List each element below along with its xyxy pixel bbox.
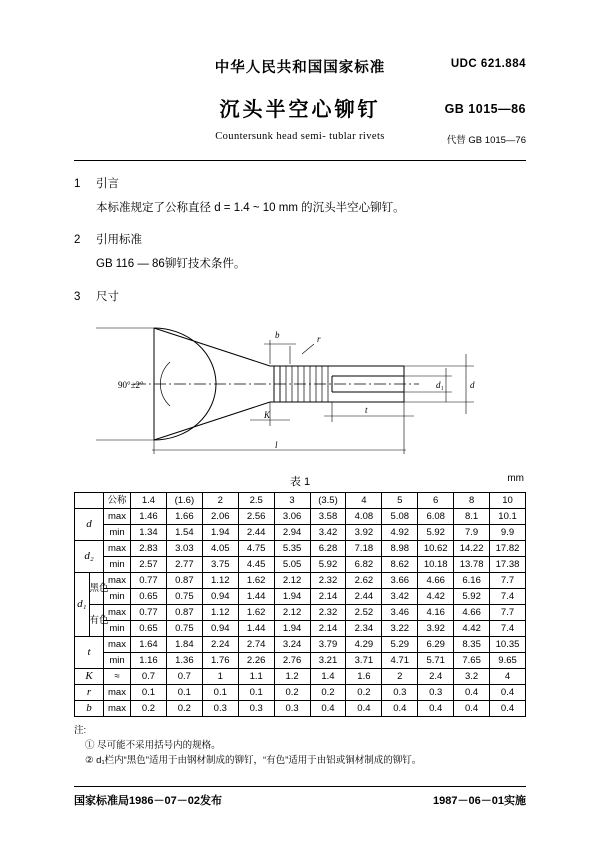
value-cell: 3.58 [310,508,346,524]
value-cell: 7.18 [346,540,382,556]
value-cell: 0.4 [382,700,418,716]
value-cell: 2.12 [274,604,310,620]
value-cell: 3.21 [310,652,346,668]
value-cell: 4 [490,668,526,684]
standard-title-en: Countersunk head semi- tublar rivets [215,131,385,142]
value-cell: 1.62 [238,604,274,620]
value-cell: 3.03 [166,540,202,556]
table-row [75,572,526,588]
value-cell: 2.62 [346,572,382,588]
clause-2-number: 2 [74,234,81,247]
value-cell: 0.2 [346,684,382,700]
value-cell: 2.34 [346,620,382,636]
symbol-cell-r: r [75,684,104,700]
value-cell: 8.62 [382,556,418,572]
column-header-8: 6 [418,492,454,508]
value-cell: 1.84 [166,636,202,652]
table-row [75,604,526,620]
value-cell: 2.14 [310,620,346,636]
column-header-0: 1.4 [131,492,167,508]
gb-number: GB 1015—86 [444,102,526,116]
value-cell: 3.66 [382,572,418,588]
symbol-cell-d₁: d₁ [75,572,90,636]
stat-cell: max [104,700,131,716]
value-cell: 4.05 [202,540,238,556]
value-cell: 5.08 [382,508,418,524]
symbol-cell-K: K [75,668,104,684]
value-cell: 0.65 [131,620,167,636]
clause-3-number: 3 [74,290,81,303]
value-cell: 10.18 [418,556,454,572]
table-row [75,556,526,572]
value-cell: 4.42 [454,620,490,636]
value-cell: 5.35 [274,540,310,556]
clause-2-body: GB 116 — 86铆钉技术条件。 [96,258,246,271]
value-cell: 1.54 [166,524,202,540]
replaces-note: 代替 GB 1015—76 [446,135,526,146]
rivet-drawing [74,310,526,465]
value-cell: 6.82 [346,556,382,572]
value-cell: 7.7 [490,572,526,588]
value-cell: 5.92 [454,588,490,604]
value-cell: 5.92 [418,524,454,540]
value-cell: 0.94 [202,588,238,604]
table-row [75,684,526,700]
value-cell: 4.92 [382,524,418,540]
value-cell: 0.4 [454,700,490,716]
value-cell: 3.79 [310,636,346,652]
value-cell: 2.94 [274,524,310,540]
value-cell: 0.3 [202,700,238,716]
value-cell: 0.77 [131,572,167,588]
value-cell: 0.87 [166,604,202,620]
value-cell: 5.71 [418,652,454,668]
value-cell: 0.3 [274,700,310,716]
clause-3-heading [74,288,526,304]
document-header [74,56,526,146]
value-cell: 0.1 [166,684,202,700]
value-cell: 2.32 [310,604,346,620]
value-cell: 3.46 [382,604,418,620]
value-cell: 7.9 [454,524,490,540]
value-cell: 7.65 [454,652,490,668]
header-divider [74,160,526,161]
value-cell: 2.57 [131,556,167,572]
value-cell: 0.4 [346,700,382,716]
column-header-10: 10 [490,492,526,508]
value-cell: 10.1 [490,508,526,524]
value-cell: 2.52 [346,604,382,620]
udc-code: UDC 621.884 [450,58,526,70]
value-cell: 2.76 [274,652,310,668]
table-corner-cell [75,492,104,508]
value-cell: 0.87 [166,572,202,588]
value-cell: 4.16 [418,604,454,620]
value-cell: 0.4 [490,700,526,716]
value-cell: 9.9 [490,524,526,540]
stat-cell: max [104,684,131,700]
column-header-2: 2 [202,492,238,508]
table-unit: mm [507,472,524,484]
stat-cell: max [104,604,131,620]
value-cell: 1.64 [131,636,167,652]
figure-label-K: K [264,409,271,420]
rivet-drawing-svg [74,310,526,465]
value-cell: 4.42 [418,588,454,604]
table-row [75,636,526,652]
column-header-6: 4 [346,492,382,508]
value-cell: 0.7 [166,668,202,684]
note-2: ② d₁栏内“黑色”适用于由钢材制成的铆钉，“有色”适用于由铝或铜材制成的铆钉。 [85,754,422,766]
figure-label-d: d [470,379,475,390]
value-cell: 6.29 [418,636,454,652]
value-cell: 2.44 [238,524,274,540]
value-cell: 4.75 [238,540,274,556]
table-row [75,588,526,604]
value-cell: 2.74 [238,636,274,652]
footer-effective: 1987－06－01实施 [433,795,526,808]
column-header-9: 8 [454,492,490,508]
value-cell: 0.2 [166,700,202,716]
value-cell: 1.66 [166,508,202,524]
value-cell: 1.16 [131,652,167,668]
national-standard-title: 中华人民共和国国家标准 [214,60,386,76]
table-row [75,508,526,524]
figure-label-d1: d₁ [436,379,444,390]
value-cell: 1.94 [274,588,310,604]
value-cell: 5.92 [310,556,346,572]
subgroup-cell: 有色 [89,604,104,636]
value-cell: 0.3 [238,700,274,716]
value-cell: 1.44 [238,620,274,636]
clause-2-title: 引用标准 [96,234,142,247]
column-header-4: 3 [274,492,310,508]
clause-1-body: 本标准规定了公称直径 d = 1.4 ~ 10 mm 的沉头半空心铆钉。 [96,202,405,214]
clause-1-heading [74,175,526,191]
value-cell: 0.3 [418,684,454,700]
stat-cell: min [104,524,131,540]
value-cell: 13.78 [454,556,490,572]
value-cell: 0.75 [166,588,202,604]
value-cell: 3.92 [346,524,382,540]
value-cell: 7.4 [490,588,526,604]
value-cell: 0.7 [131,668,167,684]
table-caption-row [74,473,526,489]
value-cell: 5.29 [382,636,418,652]
figure-label-r: r [317,333,321,344]
value-cell: 3.42 [310,524,346,540]
value-cell: 3.42 [382,588,418,604]
value-cell: 2.32 [310,572,346,588]
document-footer [74,792,526,808]
value-cell: 5.05 [274,556,310,572]
value-cell: 0.4 [454,684,490,700]
table-row [75,620,526,636]
footer-issuer: 国家标准局1986－07－02发布 [74,795,222,808]
figure-label-b: b [275,329,280,340]
stat-cell: min [104,620,131,636]
table-notes [74,723,526,769]
value-cell: 17.38 [490,556,526,572]
clause-3-title: 尺寸 [96,290,119,303]
stat-cell: ≈ [104,668,131,684]
value-cell: 0.94 [202,620,238,636]
value-cell: 0.2 [310,684,346,700]
value-cell: 2 [382,668,418,684]
value-cell: 3.71 [346,652,382,668]
value-cell: 10.62 [418,540,454,556]
notes-lead: 注: [74,724,87,736]
value-cell: 4.45 [238,556,274,572]
value-cell: 3.75 [202,556,238,572]
value-cell: 2.83 [131,540,167,556]
value-cell: 4.71 [382,652,418,668]
clause-1-number: 1 [74,178,81,190]
value-cell: 2.56 [238,508,274,524]
value-cell: 10.35 [490,636,526,652]
stat-cell: min [104,556,131,572]
value-cell: 0.4 [418,700,454,716]
stat-cell: max [104,636,131,652]
figure-label-l: l [275,439,278,450]
value-cell: 1.36 [166,652,202,668]
nominal-label-cell: 公称 [104,492,131,508]
value-cell: 3.06 [274,508,310,524]
value-cell: 0.4 [490,684,526,700]
value-cell: 0.1 [238,684,274,700]
value-cell: 2.06 [202,508,238,524]
value-cell: 4.66 [454,604,490,620]
value-cell: 0.2 [131,700,167,716]
symbol-cell-b: b [75,700,104,716]
value-cell: 1.44 [238,588,274,604]
value-cell: 2.24 [202,636,238,652]
symbol-cell-d: d [75,508,104,540]
value-cell: 2.77 [166,556,202,572]
value-cell: 6.28 [310,540,346,556]
value-cell: 1.1 [238,668,274,684]
value-cell: 0.77 [131,604,167,620]
value-cell: 1.94 [202,524,238,540]
value-cell: 7.7 [490,604,526,620]
value-cell: 2.12 [274,572,310,588]
value-cell: 2.26 [238,652,274,668]
value-cell: 8.35 [454,636,490,652]
table-row [75,700,526,716]
value-cell: 6.08 [418,508,454,524]
footer-divider [74,786,526,787]
value-cell: 3.22 [382,620,418,636]
value-cell: 1.34 [131,524,167,540]
figure-label-t: t [365,404,368,415]
value-cell: 2.44 [346,588,382,604]
clause-1-title: 引言 [96,178,119,190]
value-cell: 0.1 [202,684,238,700]
specification-table [74,492,526,717]
column-header-7: 5 [382,492,418,508]
value-cell: 3.92 [418,620,454,636]
standard-title-cn: 沉头半空心铆钉 [219,99,381,121]
table-header-row [75,492,526,508]
value-cell: 1.46 [131,508,167,524]
value-cell: 1.12 [202,572,238,588]
stat-cell: min [104,652,131,668]
value-cell: 4.29 [346,636,382,652]
value-cell: 6.16 [454,572,490,588]
clause-2-heading [74,231,526,247]
column-header-5: (3.5) [310,492,346,508]
value-cell: 14.22 [454,540,490,556]
value-cell: 1.6 [346,668,382,684]
value-cell: 4.08 [346,508,382,524]
stat-cell: max [104,508,131,524]
table-caption: 表 1 [289,475,311,488]
value-cell: 2.14 [310,588,346,604]
table-row [75,524,526,540]
value-cell: 0.2 [274,684,310,700]
figure-label-angle: 90°±2° [118,379,144,390]
value-cell: 8.98 [382,540,418,556]
page-content [74,56,526,808]
column-header-1: (1.6) [166,492,202,508]
value-cell: 17.82 [490,540,526,556]
stat-cell: max [104,540,131,556]
value-cell: 8.1 [454,508,490,524]
value-cell: 2.4 [418,668,454,684]
symbol-cell-d₂: d₂ [75,540,104,572]
note-1: ① 尽可能不采用括号内的规格。 [85,739,221,751]
table-row [75,668,526,684]
value-cell: 9.65 [490,652,526,668]
value-cell: 3.2 [454,668,490,684]
table-row [75,540,526,556]
column-header-3: 2.5 [238,492,274,508]
subgroup-cell: 黑色 [89,572,104,604]
value-cell: 4.66 [418,572,454,588]
value-cell: 0.1 [131,684,167,700]
value-cell: 0.65 [131,588,167,604]
value-cell: 1.76 [202,652,238,668]
value-cell: 1.12 [202,604,238,620]
value-cell: 0.4 [310,700,346,716]
value-cell: 1.62 [238,572,274,588]
stat-cell: max [104,572,131,588]
table-row [75,652,526,668]
value-cell: 0.3 [382,684,418,700]
stat-cell: min [104,588,131,604]
symbol-cell-t: t [75,636,104,668]
value-cell: 1.4 [310,668,346,684]
value-cell: 7.4 [490,620,526,636]
value-cell: 0.75 [166,620,202,636]
value-cell: 1.2 [274,668,310,684]
value-cell: 3.24 [274,636,310,652]
value-cell: 1 [202,668,238,684]
value-cell: 1.94 [274,620,310,636]
